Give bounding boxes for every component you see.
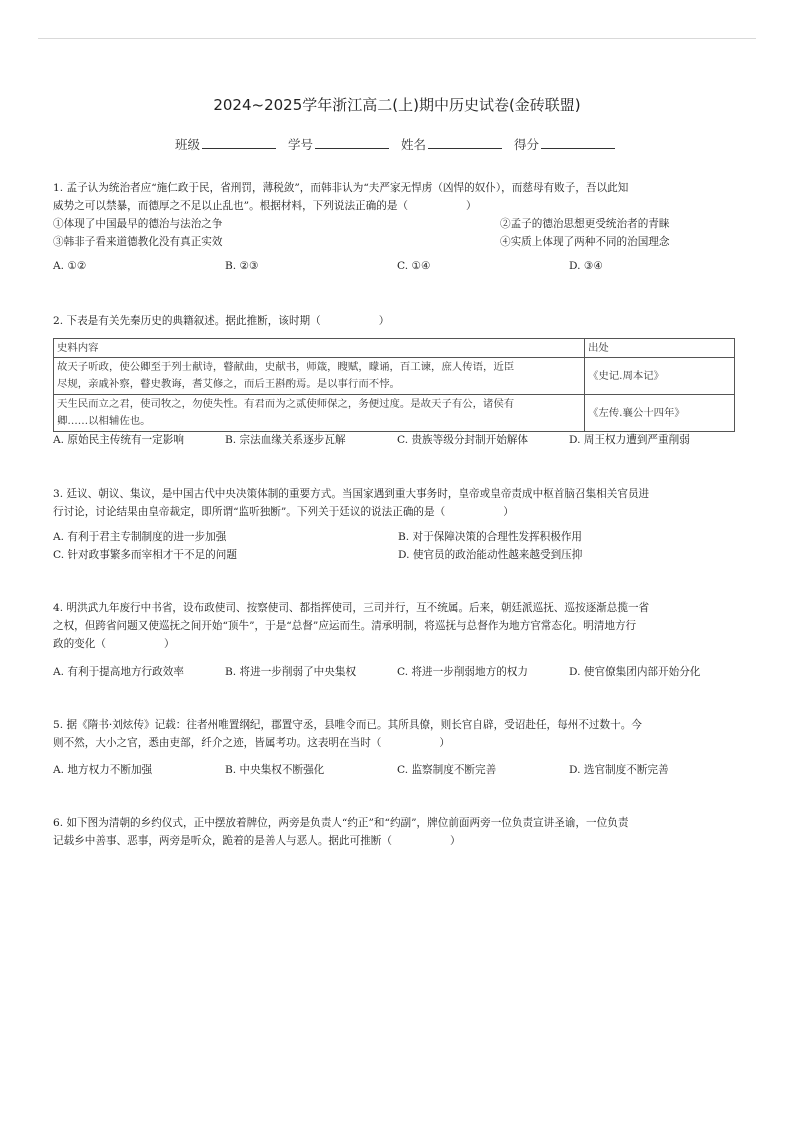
question-3-options <box>53 528 743 564</box>
question-2-options <box>53 432 743 447</box>
table-cell-source: 《史记.周本记》 <box>585 358 735 395</box>
question-6-stem <box>53 814 743 850</box>
option-d[interactable]: D. 使官员的政治能动性越来越受到压抑 <box>398 549 583 561</box>
option-d[interactable]: D. 选官制度不断完善 <box>569 764 669 776</box>
class-label: 班级 <box>174 137 200 152</box>
question-4-options <box>53 664 743 679</box>
question-5-stem <box>53 716 743 752</box>
option-a[interactable]: A. ①② <box>53 260 87 272</box>
option-b[interactable]: B. 将进一步削弱了中央集权 <box>225 666 357 678</box>
question-line: 6. 如下图为清朝的乡约仪式，正中摆放着牌位，两旁是负责人“约正”和“约副”，牌位前面两旁一位负责宣讲圣谕，一位负责 <box>53 817 629 829</box>
question-line: 威势之可以禁暴，而德厚之不足以止乱也”。根据材料，下列说法正确的是（ ） <box>53 200 477 212</box>
table-cell-content: 故天子听政，使公卿至于列士献诗，瞽献曲，史献书，师箴，瞍赋，矇诵，百工谏，庶人传语，近臣 尽规，亲戚补察，瞽史教诲，耆艾修之，而后王斟酌焉。是以事行而不悖。 <box>54 358 585 395</box>
class-blank[interactable] <box>202 136 276 149</box>
top-divider <box>38 38 756 39</box>
question-line: 行讨论，讨论结果由皇帝裁定，即所谓“监听独断”。下列关于廷议的说法正确的是（ ） <box>53 506 514 518</box>
student-id-blank[interactable] <box>315 136 389 149</box>
question-line: 政的变化（ ） <box>53 638 175 650</box>
option-b[interactable]: B. 宗法血缘关系逐步瓦解 <box>225 434 346 446</box>
statement-2: ②孟子的德治思想更受统治者的青睐 <box>500 218 670 230</box>
option-a[interactable]: A. 有利于君主专制制度的进一步加强 <box>53 531 227 543</box>
option-d[interactable]: D. 使官僚集团内部开始分化 <box>569 666 701 678</box>
question-1-options <box>53 260 743 272</box>
question-line: 之权，但跨省问题又使巡抚之间开始“顶牛”，于是“总督”应运而生。清承明制，将巡抚与总督作为地方官常态化。明清地方行 <box>53 620 637 632</box>
table-cell-source: 《左传.襄公十四年》 <box>585 395 735 432</box>
option-b[interactable]: B. ②③ <box>225 260 259 272</box>
question-4-stem <box>53 599 743 653</box>
question-line: 记载乡中善事、恶事，两旁是听众，跪着的是善人与恶人。据此可推断（ ） <box>53 835 461 847</box>
option-b[interactable]: B. 中央集权不断强化 <box>225 764 325 776</box>
question-line: 1. 孟子认为统治者应“施仁政于民，省刑罚，薄税敛”，而韩非认为“夫严家无悍虏（凶悍的奴仆），而慈母有败子，吾以此知 <box>53 182 629 194</box>
score-label: 得分 <box>513 137 539 152</box>
source-table <box>53 338 735 432</box>
question-line: 5. 据《隋书·刘炫传》记载：往者州唯置纲纪，郡置守丞，县唯令而已。其所具僚，则长官自辟，受诏赴任，每州不过数十。今 <box>53 719 642 731</box>
name-label: 姓名 <box>400 137 426 152</box>
score-blank[interactable] <box>541 136 615 149</box>
option-a[interactable]: A. 原始民主传统有一定影响 <box>53 434 184 446</box>
name-blank[interactable] <box>428 136 502 149</box>
question-1-stem <box>53 179 743 215</box>
student-id-label: 学号 <box>287 137 313 152</box>
table-header-row <box>54 339 735 358</box>
table-cell-content: 天生民而立之君，使司牧之，勿使失性。有君而为之贰使师保之，务便过度。是故天子有公，诸侯有 卿……以相辅佐也。 <box>54 395 585 432</box>
question-line: 3. 廷议、朝议、集议，是中国古代中央决策体制的重要方式。当国家遇到重大事务时，皇帝或皇帝责成中枢首脑召集相关官员进 <box>53 488 650 500</box>
question-line: 2. 下表是有关先秦历史的典籍叙述。据此推断，该时期（ ） <box>53 315 390 327</box>
exam-title: 2024~2025学年浙江高二(上)期中历史试卷(金砖联盟) <box>213 96 581 114</box>
option-c[interactable]: C. 将进一步削弱地方的权力 <box>397 666 528 678</box>
table-header-cell: 史料内容 <box>54 339 585 358</box>
option-d[interactable]: D. ③④ <box>569 260 603 272</box>
question-line: 则不然，大小之官，悉由吏部，纤介之迹，皆属考功。这表明在当时（ ） <box>53 737 450 749</box>
question-3-stem <box>53 485 743 521</box>
option-b[interactable]: B. 对于保障决策的合理性发挥积极作用 <box>398 531 583 543</box>
option-c[interactable]: C. ①④ <box>397 260 431 272</box>
statement-4: ④实质上体现了两种不同的治国理念 <box>500 236 670 248</box>
option-c[interactable]: C. 针对政事繁多而宰相才干不足的问题 <box>53 549 237 561</box>
table-row <box>54 395 735 432</box>
table-header-cell: 出处 <box>585 339 735 358</box>
student-info-line <box>0 135 794 153</box>
option-c[interactable]: C. 监察制度不断完善 <box>397 764 497 776</box>
option-c[interactable]: C. 贵族等级分封制开始解体 <box>397 434 528 446</box>
question-2-stem <box>53 312 743 330</box>
table-row <box>54 358 735 395</box>
question-line: 4. 明洪武九年废行中书省，设布政使司、按察使司、都指挥使司，三司并行，互不统属。后来，朝廷派巡抚、巡按逐渐总揽一省 <box>53 602 650 614</box>
option-a[interactable]: A. 有利于提高地方行政效率 <box>53 666 184 678</box>
option-a[interactable]: A. 地方权力不断加强 <box>53 764 153 776</box>
statement-1: ①体现了中国最早的德治与法治之争 <box>53 218 223 230</box>
question-5-options <box>53 762 743 777</box>
option-d[interactable]: D. 周王权力遭到严重削弱 <box>569 434 690 446</box>
statement-3: ③韩非子看来道德教化没有真正实效 <box>53 236 223 248</box>
